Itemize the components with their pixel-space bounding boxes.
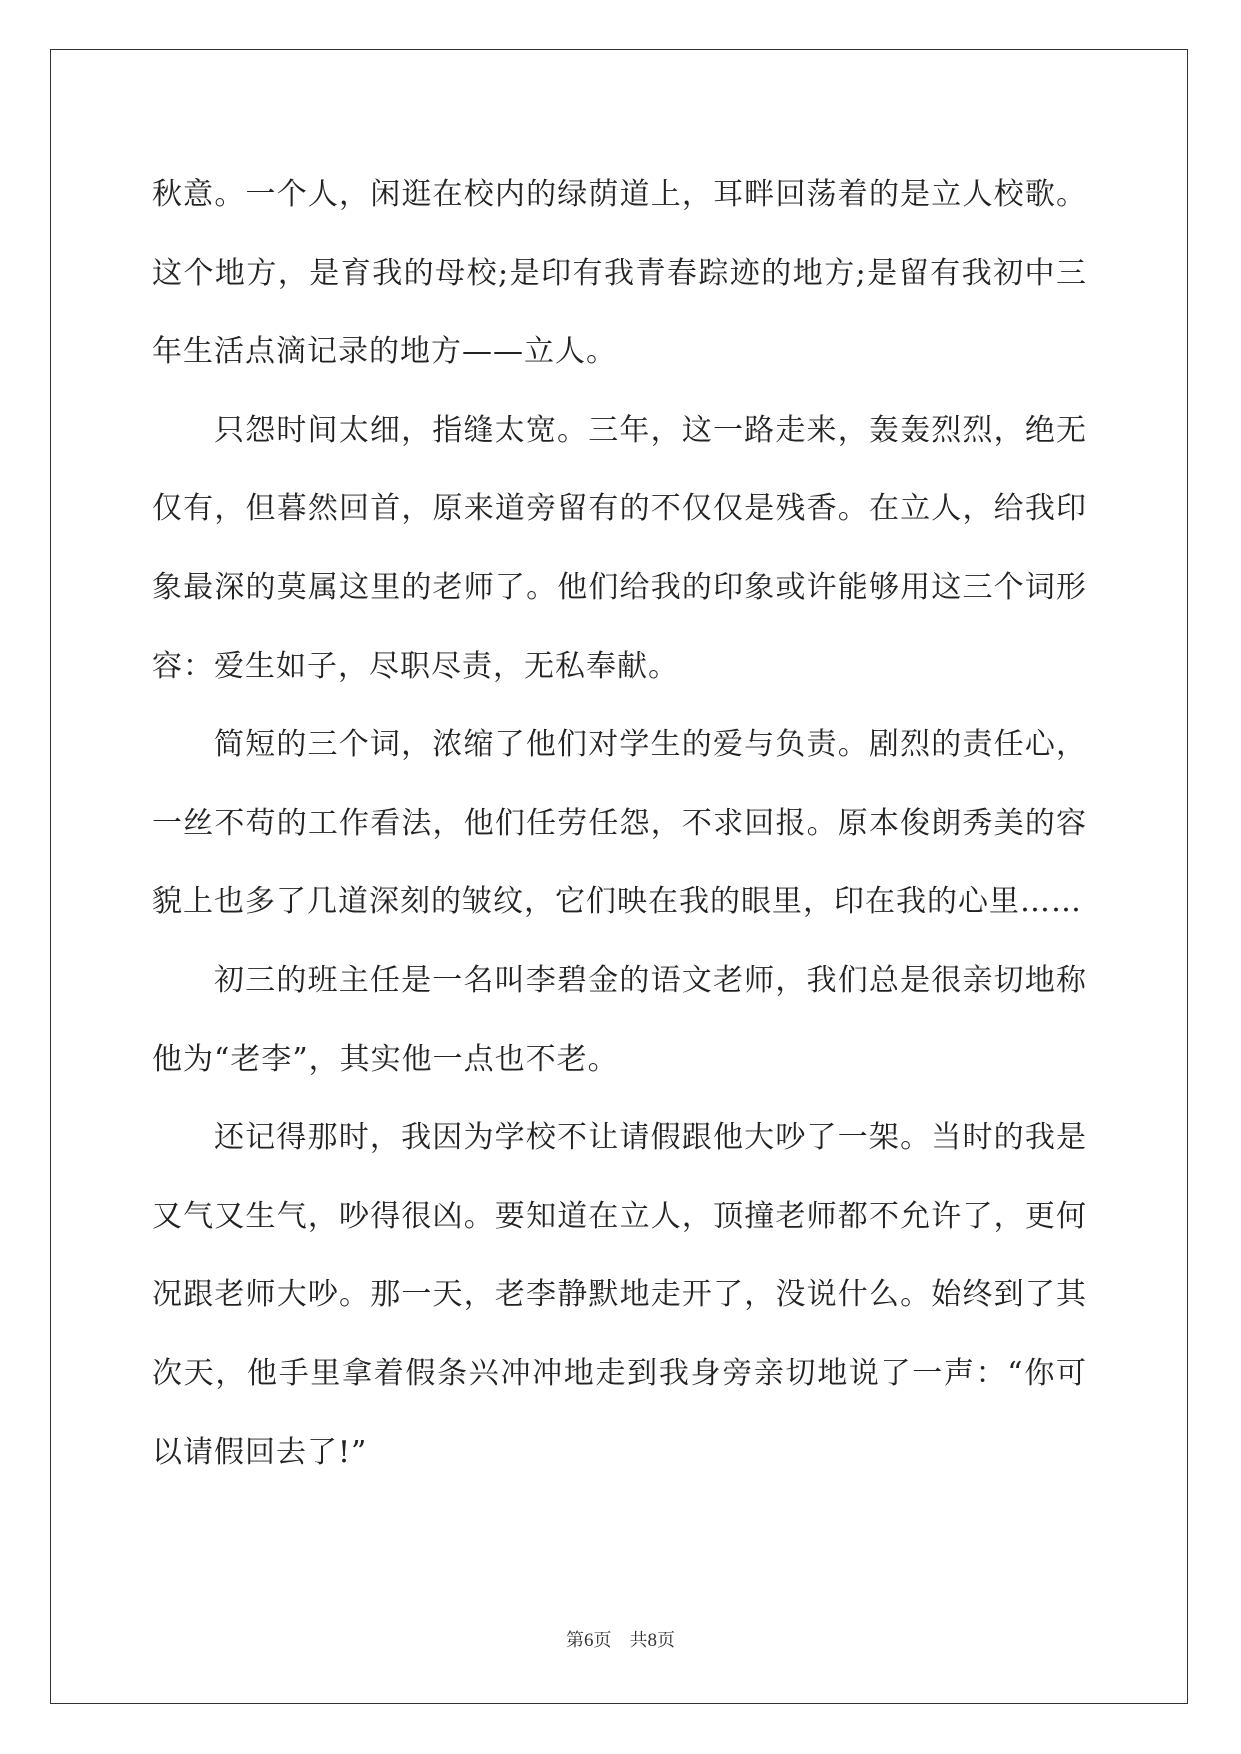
total-pages-number: 8 [647, 1630, 657, 1651]
page-footer [0, 1626, 1241, 1652]
document-body [152, 156, 1087, 1492]
page-suffix: 页 [593, 1630, 612, 1651]
total-prefix: 共 [629, 1630, 648, 1651]
paragraph-2: 只怨时间太细，指缝太宽。三年，这一路走来，轰轰烈烈，绝无仅有，但暮然回首，原来道旁留有的不仅仅是残香。在立人，给我印象最深的莫属这里的老师了。他们给我的印象或许能够用这三个词形容：爱生如子，尽职尽责，无私奉献。 [152, 412, 1087, 684]
page-prefix: 第 [566, 1630, 584, 1651]
current-page-number: 6 [584, 1630, 594, 1651]
paragraph-4: 初三的班主任是一名叫李碧金的语文老师，我们总是很亲切地称他为“老李”，其实他一点也不老。 [152, 962, 1087, 1077]
paragraph-3: 简短的三个词，浓缩了他们对学生的爱与负责。剧烈的责任心，一丝不苟的工作看法，他们任劳任怨，不求回报。原本俊朗秀美的容貌上也多了几道深刻的皱纹，它们映在我的眼里，印在我的心里…… [152, 727, 1087, 920]
paragraph-1: 秋意。一个人，闲逛在校内的绿荫道上，耳畔回荡着的是立人校歌。这个地方，是育我的母校;是印有我青春踪迹的地方;是留有我初中三年生活点滴记录的地方——立人。 [152, 177, 1087, 370]
total-suffix: 页 [657, 1630, 675, 1651]
paragraph-5: 还记得那时，我因为学校不让请假跟他大吵了一架。当时的我是又气又生气，吵得很凶。要知道在立人，顶撞老师都不允许了，更何况跟老师大吵。那一天，老李静默地走开了，没说什么。始终到了其次天，他手里拿着假条兴冲冲地走到我身旁亲切地说了一声：“你可以请假回去了!” [152, 1120, 1087, 1470]
